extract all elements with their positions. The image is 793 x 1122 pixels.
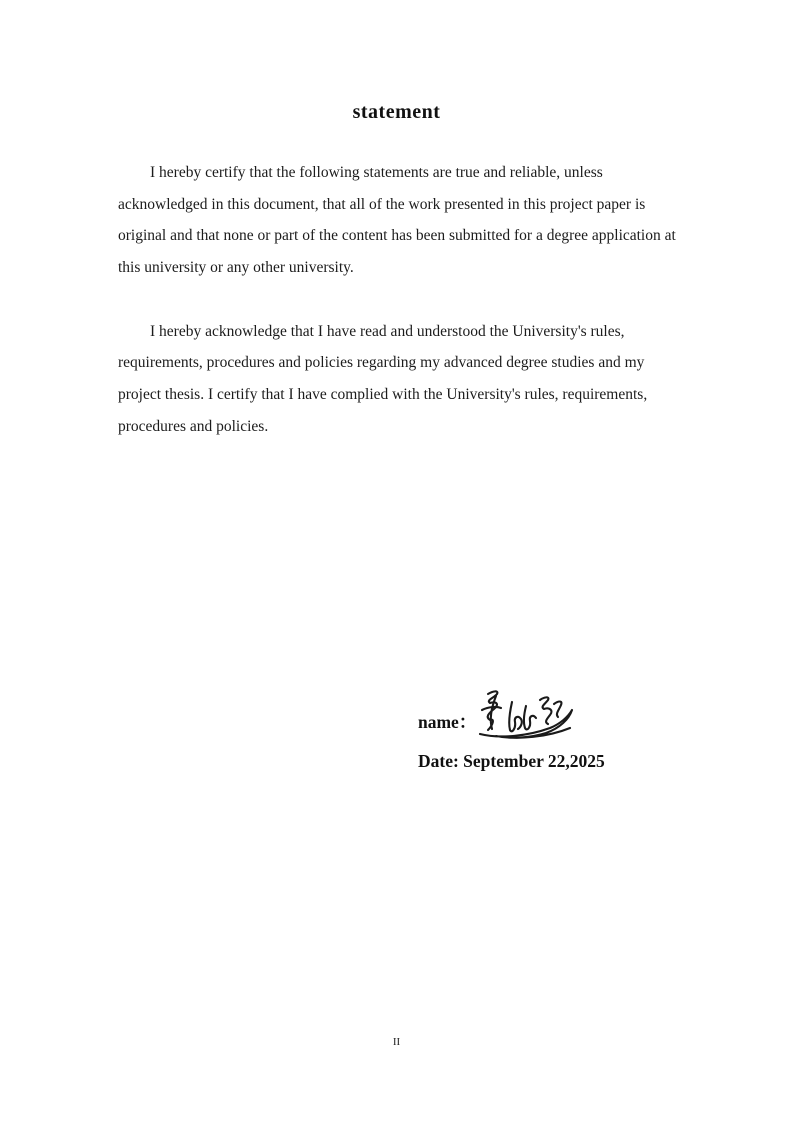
page-title: statement	[352, 101, 441, 123]
handwritten-signature-icon	[466, 684, 578, 742]
page-number: II	[392, 1036, 401, 1048]
name-label: name：	[418, 712, 477, 732]
statement-paragraph-1: I hereby certify that the following statements are true and reliable, unless acknowledged in this document, that all of the work presented in this project paper is original and that none or part of the content has been submitted for a degree application at this university or any other university.	[118, 164, 676, 277]
date-label: Date: September 22,2025	[418, 751, 605, 771]
statement-paragraph-2: I hereby acknowledge that I have read and understood the University's rules, requirements, procedures and policies regarding my advanced degree studies and my project thesis. I certify that I have complied with the University's rules, requirements, procedures and policies.	[118, 322, 648, 435]
statement-body	[118, 157, 678, 474]
